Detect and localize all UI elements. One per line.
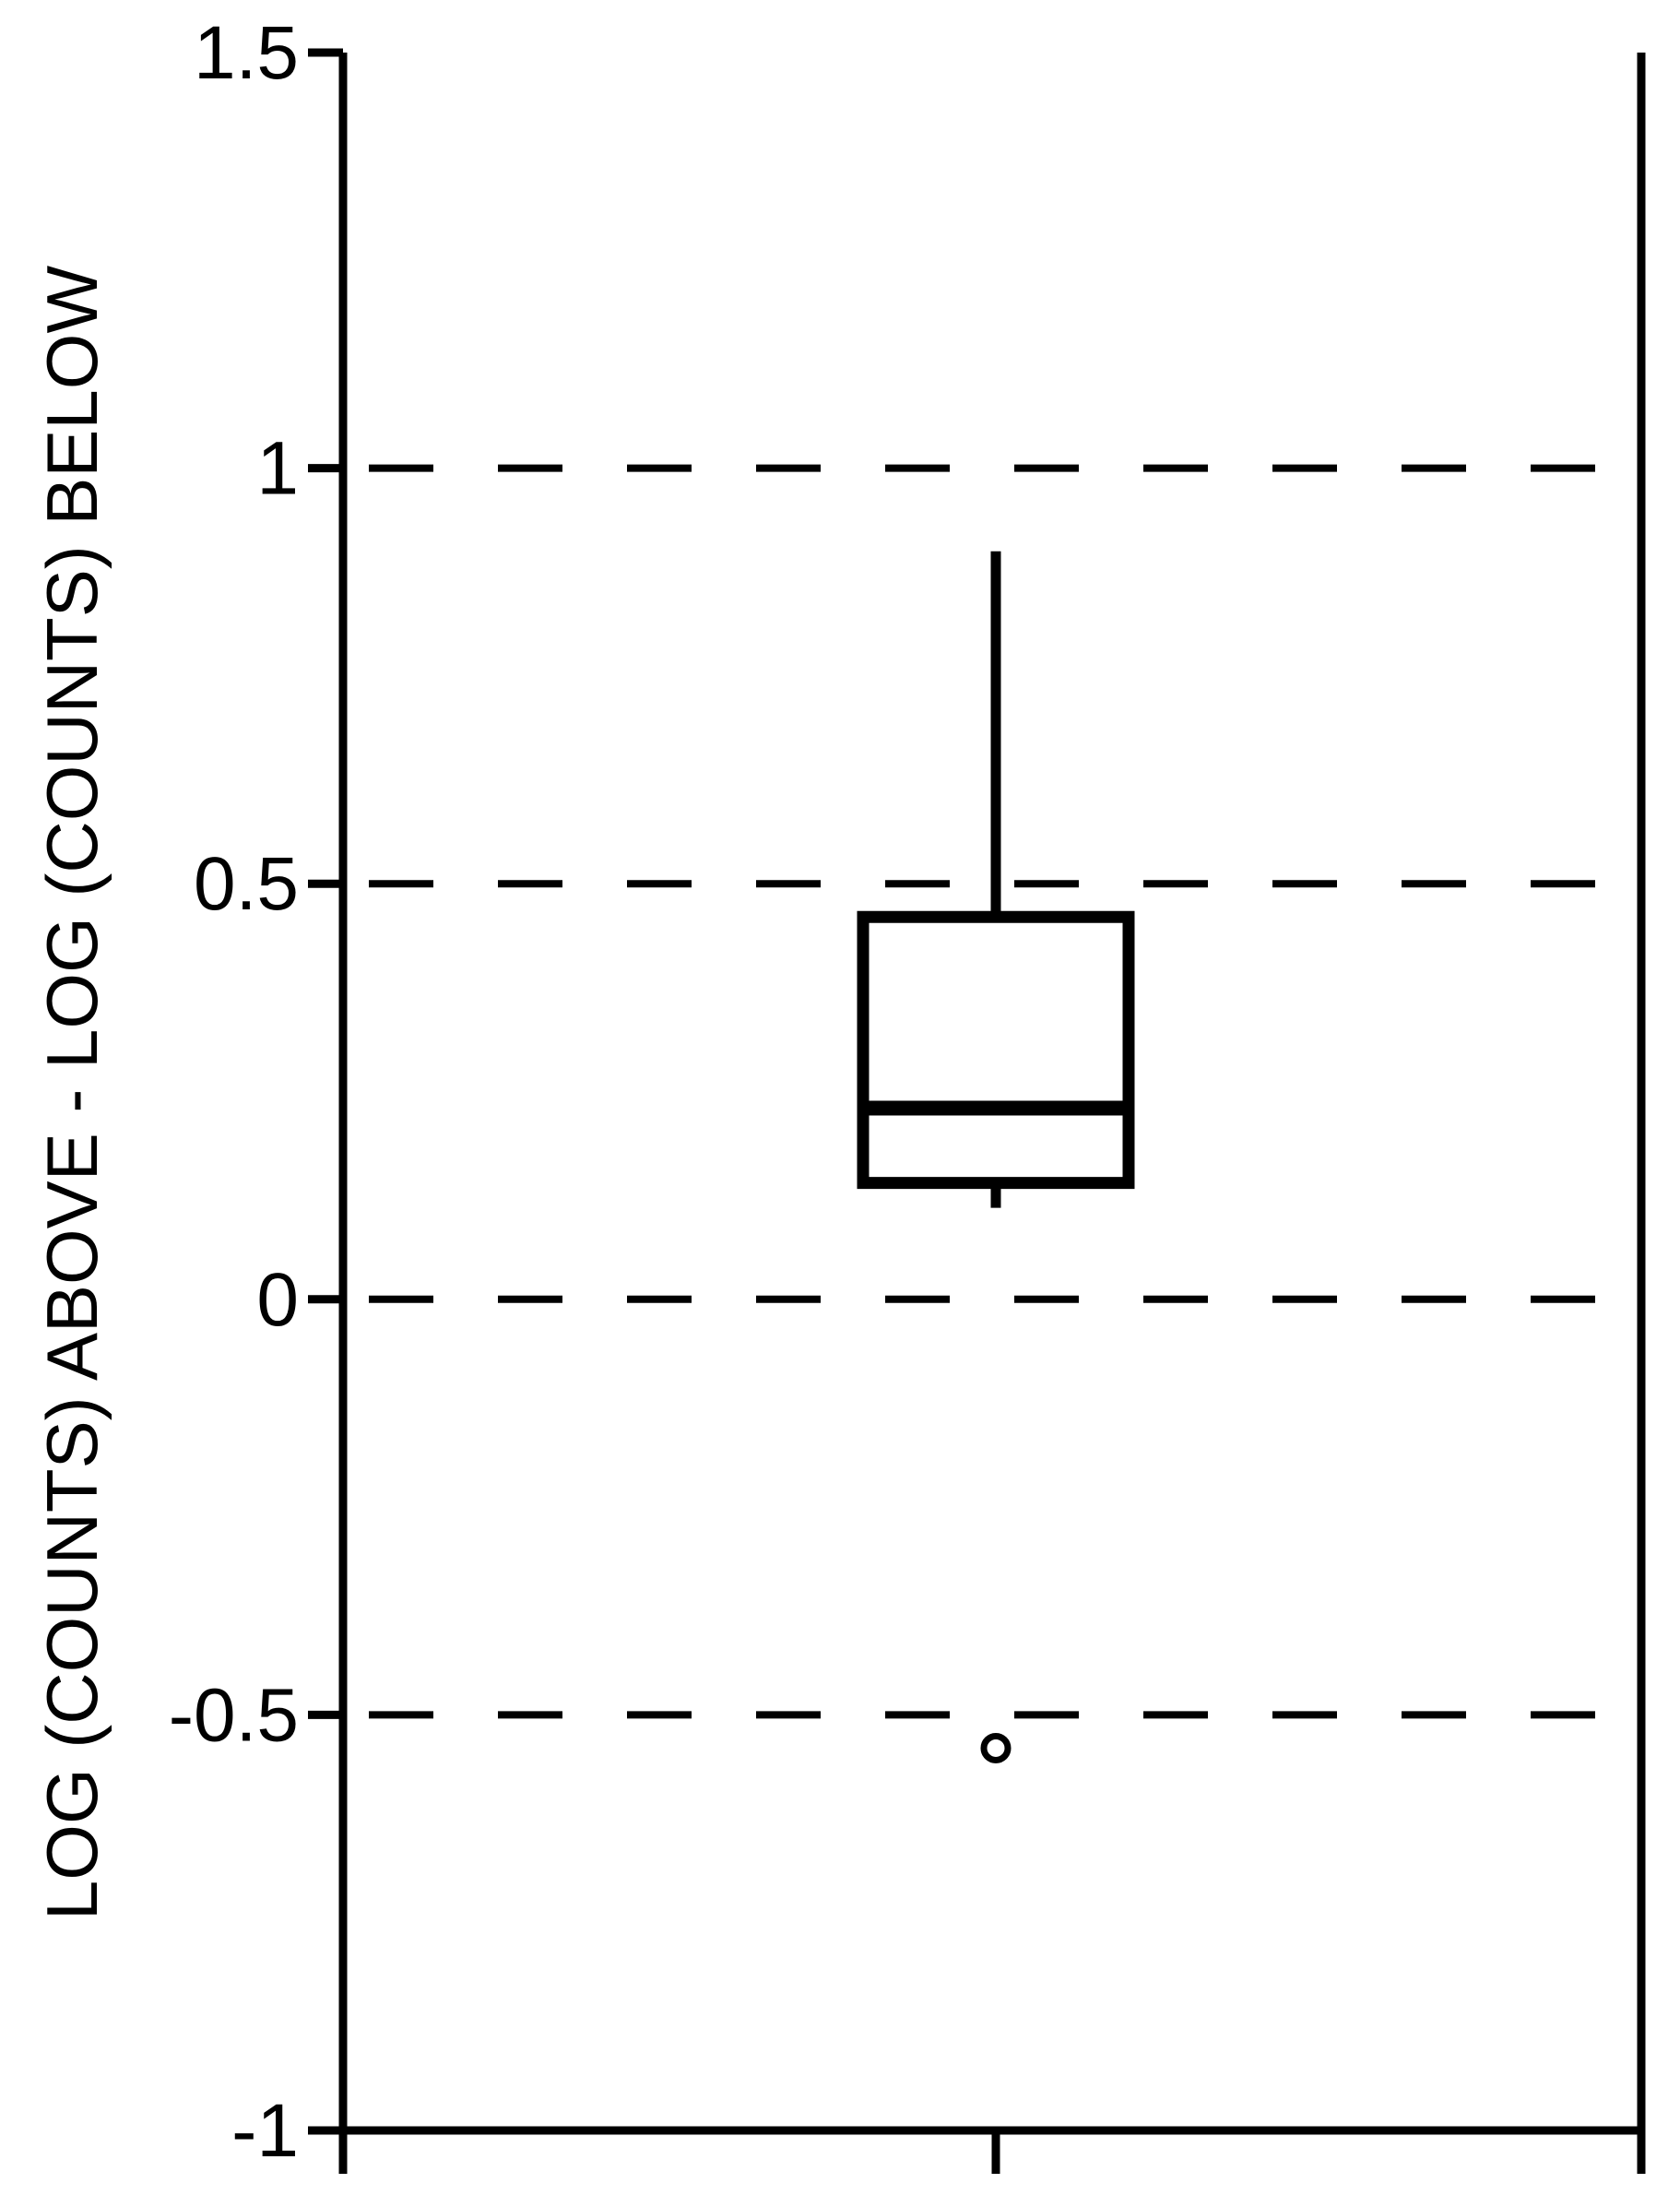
y-axis-label: LOG (COUNTS) ABOVE - LOG (COUNTS) BELOW (31, 265, 112, 1921)
y-tick-label: 1.5 (194, 11, 299, 95)
iqr-box (863, 917, 1129, 1182)
y-tick-label: 0 (256, 1257, 299, 1342)
outlier-point (984, 1736, 1008, 1760)
y-tick-label: -1 (231, 2089, 299, 2173)
box-series (863, 552, 1129, 1761)
y-ticks (169, 11, 343, 2173)
y-tick-label: 0.5 (194, 842, 299, 927)
y-tick-label: 1 (256, 426, 299, 511)
y-tick-label: -0.5 (168, 1673, 299, 1758)
